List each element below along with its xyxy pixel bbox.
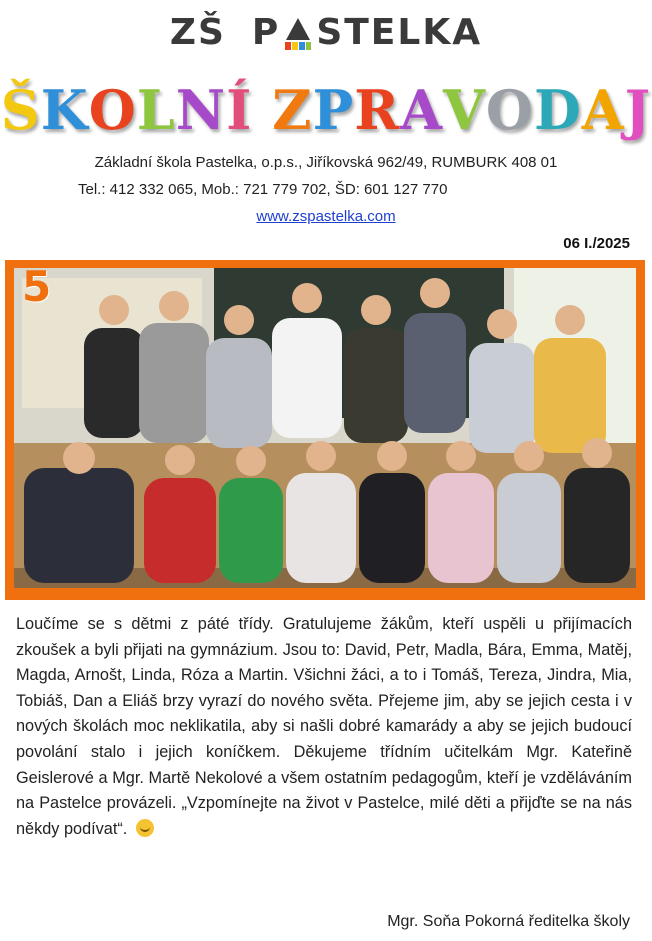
title-letter: D [533, 78, 582, 142]
class-photo [14, 268, 636, 588]
signature: Mgr. Soňa Pokorná ředitelka školy [387, 913, 630, 930]
logo-p: P [251, 12, 281, 53]
title-letter: V [442, 78, 486, 142]
crayon-a-icon [283, 16, 313, 50]
newsletter-title [0, 78, 652, 142]
article-text: Loučíme se s dětmi z páté třídy. Gratulujeme žákům, kteří uspěli u přijímacích zkoušek a byli přijati na gymnázium. Jsou to: David, Petr, Madla, Bára, Emma, Matěj, Magda, Arnošt, Linda, Róza a Martin. Všichni žáci, a to i Tomáš, Tereza, Jindra, Mia, Tobiáš, Dan a Eliáš brzy vyrazí do nového světa. Přejeme jim, aby se jejich cesta i v nových školách moc neklikatila, aby si našli dobré kamarády a aby se jejich budoucí povolání stalo i jejich koníčkem. Děkujeme třídním učitelkám Mgr. Kateřině Geislerové a Mgr. Martě Nekolové a všem ostatním pedagogům, kteří je vzděláváním na Pastelce provázeli. „Vzpomínejte na život v Pastelce, milé děti a přijďte se na nás někdy podívat“. [16, 615, 632, 838]
contact-line: Tel.: 412 332 065, Mob.: 721 779 702, ŠD: 601 127 770 [78, 181, 448, 198]
title-letter: O [485, 78, 534, 142]
class-photo-frame [5, 260, 645, 600]
title-letter: Í [226, 78, 253, 142]
issue-number: 06 I./2025 [563, 235, 630, 252]
title-letter: Z [272, 78, 313, 142]
logo-zs: ZŠ [169, 12, 226, 53]
website-link[interactable]: www.zspastelka.com [256, 208, 396, 225]
school-logo [0, 12, 652, 53]
title-letter: P [312, 78, 355, 142]
title-letter: A [400, 78, 443, 142]
article-body [16, 612, 632, 842]
title-letter [252, 78, 272, 142]
address-line: Základní škola Pastelka, o.p.s., Jiříkovská 962/49, RUMBURK 408 01 [94, 154, 558, 171]
class-number: 5 [22, 262, 52, 311]
hugging-face-emoji-icon [136, 819, 154, 837]
title-letter: J [624, 78, 652, 142]
title-letter: N [175, 78, 227, 142]
title-letter: K [40, 78, 89, 142]
title-letter: A [581, 78, 625, 142]
title-letter: Š [0, 78, 41, 142]
title-letter: R [354, 78, 401, 142]
title-letter: O [88, 78, 137, 142]
title-letter: L [136, 78, 176, 142]
logo-rest: STELKA [316, 12, 483, 53]
